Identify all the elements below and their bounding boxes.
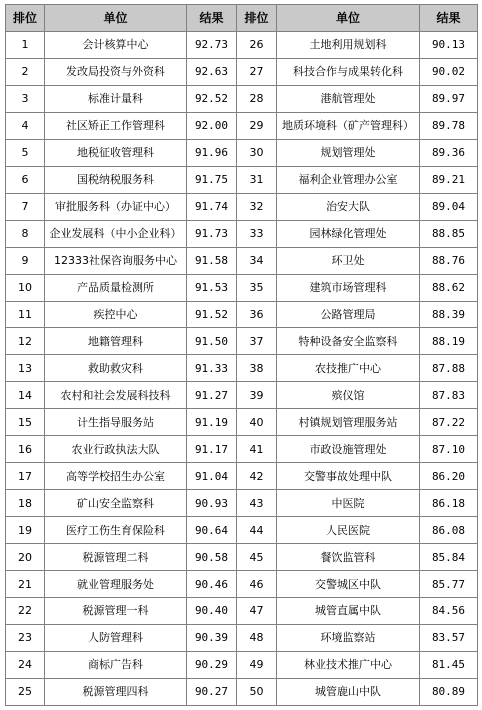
result-cell: 92.63 <box>187 58 237 85</box>
rank-cell: 32 <box>237 193 277 220</box>
unit-cell: 税源管理四科 <box>45 678 187 705</box>
unit-cell: 殡仪馆 <box>277 382 420 409</box>
rank-cell: 24 <box>6 651 45 678</box>
result-cell: 91.53 <box>187 274 237 301</box>
result-cell: 90.40 <box>187 598 237 625</box>
result-cell: 85.77 <box>420 571 478 598</box>
result-cell: 84.56 <box>420 598 478 625</box>
result-cell: 91.75 <box>187 166 237 193</box>
unit-cell: 交警事故处理中队 <box>277 463 420 490</box>
rank-cell: 41 <box>237 436 277 463</box>
rank-cell: 34 <box>237 247 277 274</box>
table-row <box>6 328 478 355</box>
rank-cell: 40 <box>237 409 277 436</box>
rank-cell: 38 <box>237 355 277 382</box>
unit-cell: 矿山安全监察科 <box>45 490 187 517</box>
result-cell: 91.17 <box>187 436 237 463</box>
rank-cell: 23 <box>6 624 45 651</box>
rank-cell: 27 <box>237 58 277 85</box>
result-cell: 91.96 <box>187 139 237 166</box>
result-cell: 91.58 <box>187 247 237 274</box>
unit-cell: 审批服务科（办证中心） <box>45 193 187 220</box>
result-cell: 91.73 <box>187 220 237 247</box>
unit-cell: 特种设备安全监察科 <box>277 328 420 355</box>
table-row <box>6 247 478 274</box>
table-row <box>6 85 478 112</box>
rank-cell: 10 <box>6 274 45 301</box>
unit-cell: 就业管理服务处 <box>45 571 187 598</box>
result-cell: 90.27 <box>187 678 237 705</box>
result-cell: 91.04 <box>187 463 237 490</box>
rank-cell: 48 <box>237 624 277 651</box>
unit-cell: 城管直属中队 <box>277 598 420 625</box>
unit-cell: 交警城区中队 <box>277 571 420 598</box>
table-row <box>6 544 478 571</box>
result-cell: 91.33 <box>187 355 237 382</box>
rank-cell: 31 <box>237 166 277 193</box>
unit-cell: 村镇规划管理服务站 <box>277 409 420 436</box>
result-cell: 90.93 <box>187 490 237 517</box>
rank-cell: 45 <box>237 544 277 571</box>
unit-cell: 中医院 <box>277 490 420 517</box>
table-row <box>6 166 478 193</box>
result-cell: 88.76 <box>420 247 478 274</box>
result-cell: 86.20 <box>420 463 478 490</box>
result-cell: 92.73 <box>187 32 237 59</box>
table-row <box>6 274 478 301</box>
unit-cell: 港航管理处 <box>277 85 420 112</box>
rank-cell: 46 <box>237 571 277 598</box>
unit-cell: 税源管理一科 <box>45 598 187 625</box>
unit-cell: 土地利用规划科 <box>277 32 420 59</box>
result-cell: 90.13 <box>420 32 478 59</box>
result-cell: 81.45 <box>420 651 478 678</box>
result-cell: 91.52 <box>187 301 237 328</box>
rank-cell: 44 <box>237 517 277 544</box>
result-cell: 91.27 <box>187 382 237 409</box>
unit-cell: 地籍管理科 <box>45 328 187 355</box>
unit-cell: 地质环境科（矿产管理科） <box>277 112 420 139</box>
rank-cell: 49 <box>237 651 277 678</box>
rank-cell: 30 <box>237 139 277 166</box>
rank-cell: 15 <box>6 409 45 436</box>
rank-cell: 39 <box>237 382 277 409</box>
result-cell: 80.89 <box>420 678 478 705</box>
header-unit-left: 单位 <box>45 5 187 32</box>
rank-cell: 4 <box>6 112 45 139</box>
result-cell: 89.97 <box>420 85 478 112</box>
header-rank-left: 排位 <box>6 5 45 32</box>
result-cell: 90.39 <box>187 624 237 651</box>
header-result-right: 结果 <box>420 5 478 32</box>
table-row <box>6 220 478 247</box>
unit-cell: 环境监察站 <box>277 624 420 651</box>
table-row <box>6 139 478 166</box>
rank-cell: 11 <box>6 301 45 328</box>
unit-cell: 规划管理处 <box>277 139 420 166</box>
table-row <box>6 436 478 463</box>
result-cell: 87.83 <box>420 382 478 409</box>
result-cell: 89.78 <box>420 112 478 139</box>
unit-cell: 社区矫正工作管理科 <box>45 112 187 139</box>
table-row <box>6 624 478 651</box>
table-row <box>6 409 478 436</box>
table-row <box>6 651 478 678</box>
result-cell: 89.36 <box>420 139 478 166</box>
result-cell: 86.18 <box>420 490 478 517</box>
result-cell: 90.29 <box>187 651 237 678</box>
rank-cell: 42 <box>237 463 277 490</box>
unit-cell: 标准计量科 <box>45 85 187 112</box>
result-cell: 91.74 <box>187 193 237 220</box>
table-row <box>6 301 478 328</box>
header-result-left: 结果 <box>187 5 237 32</box>
unit-cell: 发改局投资与外资科 <box>45 58 187 85</box>
table-row <box>6 517 478 544</box>
rank-cell: 29 <box>237 112 277 139</box>
unit-cell: 商标广告科 <box>45 651 187 678</box>
unit-cell: 国税纳税服务科 <box>45 166 187 193</box>
table-row <box>6 598 478 625</box>
result-cell: 89.04 <box>420 193 478 220</box>
result-cell: 87.10 <box>420 436 478 463</box>
result-cell: 86.08 <box>420 517 478 544</box>
table-row <box>6 382 478 409</box>
unit-cell: 农业行政执法大队 <box>45 436 187 463</box>
rank-cell: 5 <box>6 139 45 166</box>
table-row <box>6 112 478 139</box>
header-row <box>6 5 478 32</box>
table-row <box>6 32 478 59</box>
unit-cell: 地税征收管理科 <box>45 139 187 166</box>
rank-cell: 17 <box>6 463 45 490</box>
unit-cell: 高等学校招生办公室 <box>45 463 187 490</box>
unit-cell: 会计核算中心 <box>45 32 187 59</box>
table-body <box>6 32 478 706</box>
unit-cell: 产品质量检测所 <box>45 274 187 301</box>
result-cell: 88.39 <box>420 301 478 328</box>
unit-cell: 林业技术推广中心 <box>277 651 420 678</box>
result-cell: 83.57 <box>420 624 478 651</box>
rank-cell: 37 <box>237 328 277 355</box>
rank-cell: 12 <box>6 328 45 355</box>
ranking-table <box>5 4 478 706</box>
rank-cell: 1 <box>6 32 45 59</box>
result-cell: 90.58 <box>187 544 237 571</box>
result-cell: 87.88 <box>420 355 478 382</box>
rank-cell: 8 <box>6 220 45 247</box>
unit-cell: 建筑市场管理科 <box>277 274 420 301</box>
unit-cell: 治安大队 <box>277 193 420 220</box>
unit-cell: 公路管理局 <box>277 301 420 328</box>
result-cell: 91.19 <box>187 409 237 436</box>
result-cell: 90.46 <box>187 571 237 598</box>
result-cell: 91.50 <box>187 328 237 355</box>
header-unit-right: 单位 <box>277 5 420 32</box>
unit-cell: 农技推广中心 <box>277 355 420 382</box>
result-cell: 88.85 <box>420 220 478 247</box>
rank-cell: 33 <box>237 220 277 247</box>
unit-cell: 农村和社会发展科技科 <box>45 382 187 409</box>
rank-cell: 13 <box>6 355 45 382</box>
rank-cell: 19 <box>6 517 45 544</box>
result-cell: 92.52 <box>187 85 237 112</box>
result-cell: 88.62 <box>420 274 478 301</box>
rank-cell: 9 <box>6 247 45 274</box>
rank-cell: 3 <box>6 85 45 112</box>
table-row <box>6 463 478 490</box>
rank-cell: 25 <box>6 678 45 705</box>
rank-cell: 6 <box>6 166 45 193</box>
result-cell: 88.19 <box>420 328 478 355</box>
rank-cell: 14 <box>6 382 45 409</box>
unit-cell: 餐饮监管科 <box>277 544 420 571</box>
table-row <box>6 193 478 220</box>
table-row <box>6 58 478 85</box>
unit-cell: 福利企业管理办公室 <box>277 166 420 193</box>
unit-cell: 人防管理科 <box>45 624 187 651</box>
rank-cell: 47 <box>237 598 277 625</box>
result-cell: 90.64 <box>187 517 237 544</box>
result-cell: 90.02 <box>420 58 478 85</box>
result-cell: 85.84 <box>420 544 478 571</box>
unit-cell: 疾控中心 <box>45 301 187 328</box>
result-cell: 89.21 <box>420 166 478 193</box>
unit-cell: 医疗工伤生育保险科 <box>45 517 187 544</box>
unit-cell: 12333社保咨询服务中心 <box>45 247 187 274</box>
table-row <box>6 678 478 705</box>
rank-cell: 18 <box>6 490 45 517</box>
rank-cell: 36 <box>237 301 277 328</box>
rank-cell: 28 <box>237 85 277 112</box>
unit-cell: 园林绿化管理处 <box>277 220 420 247</box>
rank-cell: 2 <box>6 58 45 85</box>
rank-cell: 22 <box>6 598 45 625</box>
unit-cell: 科技合作与成果转化科 <box>277 58 420 85</box>
rank-cell: 21 <box>6 571 45 598</box>
unit-cell: 税源管理二科 <box>45 544 187 571</box>
rank-cell: 7 <box>6 193 45 220</box>
unit-cell: 救助救灾科 <box>45 355 187 382</box>
rank-cell: 43 <box>237 490 277 517</box>
table-row <box>6 571 478 598</box>
table-row <box>6 355 478 382</box>
header-rank-right: 排位 <box>237 5 277 32</box>
rank-cell: 35 <box>237 274 277 301</box>
rank-cell: 26 <box>237 32 277 59</box>
table-row <box>6 490 478 517</box>
rank-cell: 16 <box>6 436 45 463</box>
unit-cell: 城管鹿山中队 <box>277 678 420 705</box>
unit-cell: 环卫处 <box>277 247 420 274</box>
unit-cell: 计生指导服务站 <box>45 409 187 436</box>
unit-cell: 市政设施管理处 <box>277 436 420 463</box>
result-cell: 87.22 <box>420 409 478 436</box>
unit-cell: 人民医院 <box>277 517 420 544</box>
unit-cell: 企业发展科（中小企业科） <box>45 220 187 247</box>
rank-cell: 20 <box>6 544 45 571</box>
rank-cell: 50 <box>237 678 277 705</box>
result-cell: 92.00 <box>187 112 237 139</box>
